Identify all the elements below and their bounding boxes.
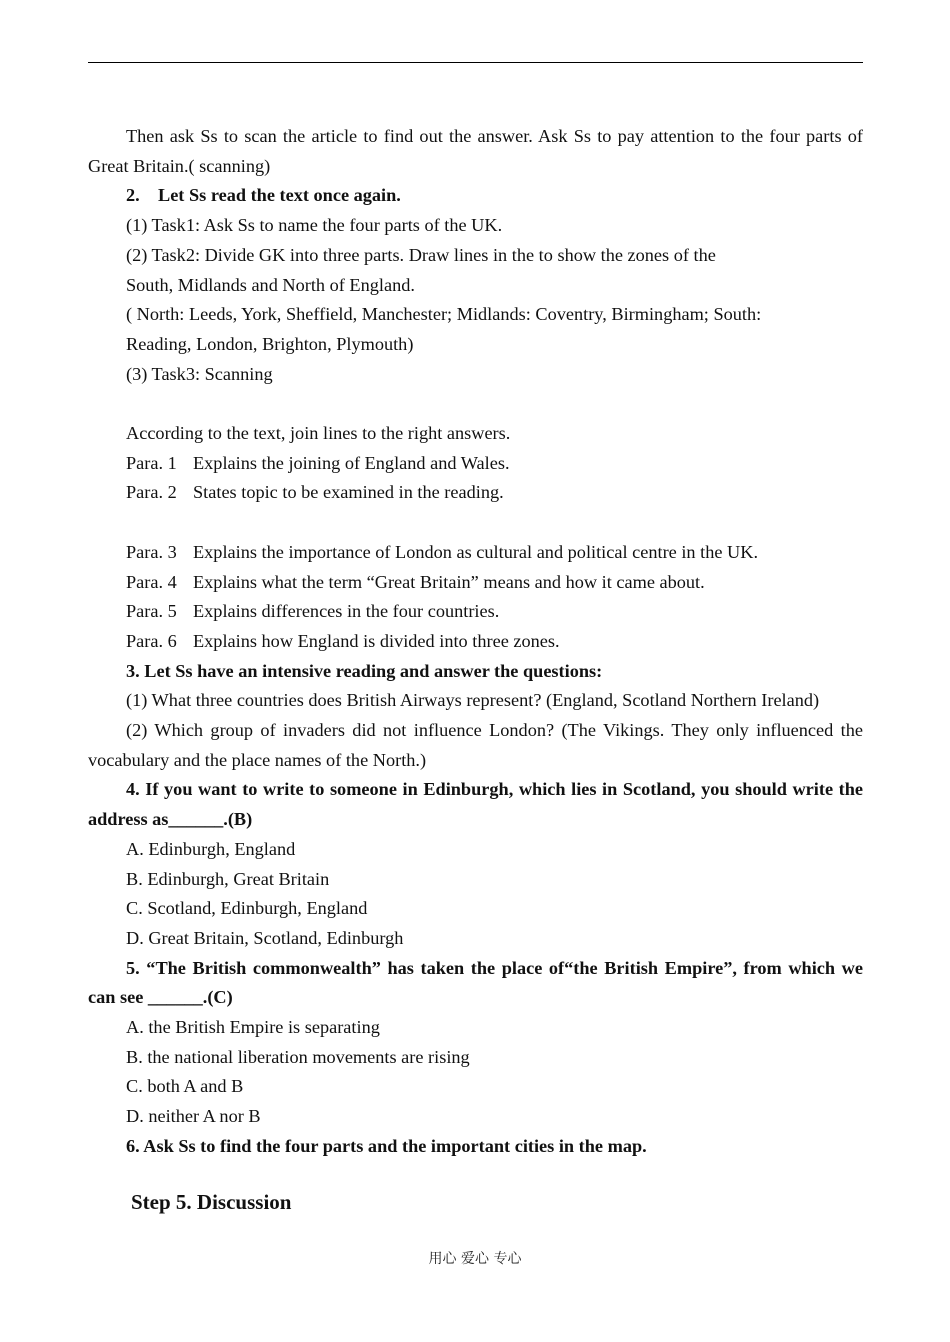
para-description: Explains the importance of London as cultural and political centre in the UK.: [193, 541, 759, 562]
para-description: Explains what the term “Great Britain” means and how it came about.: [193, 571, 705, 592]
task2-line1: (2) Task2: Divide GK into three parts. Draw lines in the to show the zones of the: [126, 244, 716, 265]
para-label: Para. 4: [126, 571, 177, 592]
item2-heading-text: Let Ss read the text once again.: [158, 185, 401, 206]
item2-heading: [88, 181, 863, 211]
task3-text: (3) Task3: Scanning: [126, 363, 273, 384]
para-label: Para. 5: [126, 601, 177, 622]
item4-option-c: C. Scotland, Edinburgh, England: [126, 898, 368, 919]
document-body: [88, 122, 863, 1162]
item4-question: 4. If you want to write to someone in Edinburgh, which lies in Scotland, you should write the address as______.(B): [88, 779, 863, 830]
para-row-3: [88, 538, 863, 568]
blank-line: [88, 389, 863, 419]
intro-paragraph: Then ask Ss to scan the article to find out the answer. Ask Ss to pay attention to the four parts of Great Britain.( scanning): [88, 126, 863, 176]
para-row-1: [88, 449, 863, 479]
item3-heading: 3. Let Ss have an intensive reading and answer the questions:: [126, 660, 603, 681]
item3-question-2: (2) Which group of invaders did not influence London? (The Vikings. They only influenced the vocabulary and the place names of the North.): [88, 720, 863, 770]
para-row-6: [88, 627, 863, 657]
header-rule: [88, 62, 863, 63]
item4-option-b: B. Edinburgh, Great Britain: [126, 868, 330, 889]
para-row-4: [88, 568, 863, 598]
item5-option-d: D. neither A nor B: [126, 1106, 261, 1127]
task2-line2: South, Midlands and North of England.: [126, 274, 415, 295]
item4-option-a: A. Edinburgh, England: [126, 838, 296, 859]
item3-question-1: (1) What three countries does British Airways represent? (England, Scotland Northern Ireland): [126, 690, 820, 711]
item6-heading: 6. Ask Ss to find the four parts and the important cities in the map.: [126, 1135, 647, 1156]
para-description: States topic to be examined in the reading.: [193, 482, 504, 503]
para-label: Para. 6: [126, 630, 177, 651]
para-description: Explains differences in the four countries.: [193, 601, 500, 622]
item5-question: 5. “The British commonwealth” has taken the place of“the British Empire”, from which we can see ______.(C): [88, 957, 863, 1008]
join-intro: According to the text, join lines to the right answers.: [126, 423, 511, 444]
para-row-5: [88, 597, 863, 627]
para-label: Para. 2: [126, 482, 177, 503]
para-description: Explains the joining of England and Wales.: [193, 452, 510, 473]
item5-option-c: C. both A and B: [126, 1076, 244, 1097]
blank-line: [88, 508, 863, 538]
page-footer: 用心 爱心 专心: [428, 1251, 522, 1267]
item5-option-b: B. the national liberation movements are rising: [126, 1046, 470, 1067]
task1-text: (1) Task1: Ask Ss to name the four parts of the UK.: [126, 215, 503, 236]
item2-number: 2.: [126, 185, 140, 206]
para-label: Para. 1: [126, 452, 177, 473]
cities-line2: Reading, London, Brighton, Plymouth): [126, 333, 414, 354]
para-label: Para. 3: [126, 541, 177, 562]
item4-option-d: D. Great Britain, Scotland, Edinburgh: [126, 927, 404, 948]
item5-option-a: A. the British Empire is separating: [126, 1017, 380, 1038]
para-row-2: [88, 478, 863, 508]
cities-line1: ( North: Leeds, York, Sheffield, Manchester; Midlands: Coventry, Birmingham; South:: [126, 304, 762, 325]
step5-heading: Step 5. Discussion: [131, 1190, 292, 1214]
para-description: Explains how England is divided into three zones.: [193, 630, 560, 651]
